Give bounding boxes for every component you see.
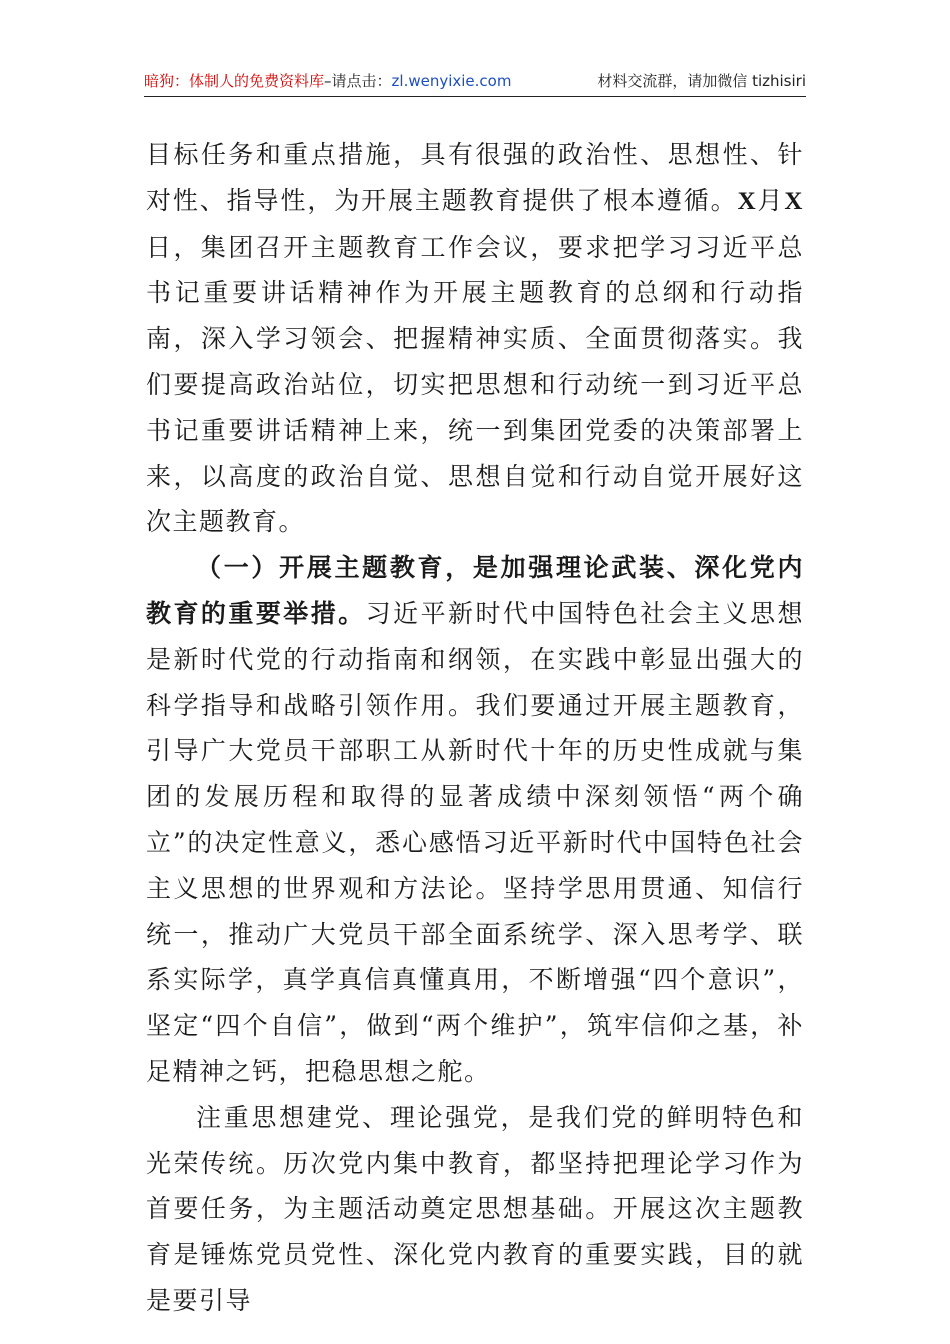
paragraph-1-text-a: 目标任务和重点措施，具有很强的政治性、思想性、针对性、指导性，为开展主题教育提供了根本遵循。	[146, 140, 804, 215]
page-header	[144, 68, 806, 97]
header-link-prompt: –请点击：	[324, 72, 392, 90]
paragraph-3	[146, 1095, 804, 1324]
paragraph-3-text: 注重思想建党、理论强党，是我们党的鲜明特色和光荣传统。历次党内集中教育，都坚持把理论学习作为首要任务，为主题活动奠定思想基础。开展这次主题教育是锤炼党员党性、深化党内教育的重要实践，目的就是要引导	[146, 1102, 804, 1315]
header-wechat-note: 材料交流群，请加微信 tizhisiri	[597, 72, 806, 90]
paragraph-1-month: 月	[757, 185, 785, 215]
paragraph-1-text-b: 日，集团召开主题教育工作会议，要求把学习习近平总书记重要讲话精神作为开展主题教育的总纲和行动指南，深入学习领会、把握精神实质、全面贯彻落实。我们要提高政治站位，切实把思想和行动统一到习近平总书记重要讲话精神上来，统一到集团党委的决策部署上来，以高度的政治自觉、思想自觉和行动自觉开展好这次主题教育。	[146, 232, 804, 537]
header-site-name: 暗狗：体制人的免费资料库	[144, 72, 325, 90]
header-left	[144, 68, 511, 96]
paragraph-1	[146, 132, 804, 545]
paragraph-1-x1: X	[737, 187, 758, 215]
paragraph-2-text: 习近平新时代中国特色社会主义思想是新时代党的行动指南和纲领，在实践中彰显出强大的科学指导和战略引领作用。我们要通过开展主题教育，引导广大党员干部职工从新时代十年的历史性成就与集团的发展历程和取得的显著成绩中深刻领悟“两个确立”的决定性意义，悉心感悟习近平新时代中国特色社会主义思想的世界观和方法论。坚持学思用贯通、知信行统一，推动广大党员干部全面系统学、深入思考学、联系实际学，真学真信真懂真用，不断增强“四个意识”，坚定“四个自信”，做到“两个维护”，筑牢信仰之基，补足精神之钙，把稳思想之舵。	[146, 598, 804, 1086]
section-heading-1: （一）开展主题教育，是加强理论武装、深化党内教育的重要举措。	[146, 553, 804, 628]
paragraph-2	[146, 545, 804, 1095]
document-body	[146, 132, 804, 1324]
paragraph-1-x2: X	[784, 187, 804, 215]
header-url-link[interactable]: zl.wenyixie.com	[391, 72, 512, 90]
